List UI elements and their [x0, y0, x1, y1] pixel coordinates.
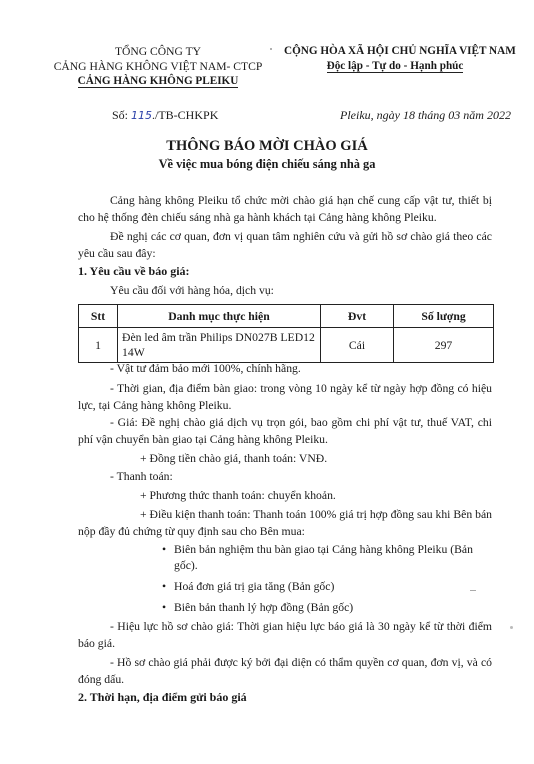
- col-header-quantity: Số lượng: [394, 305, 494, 328]
- req-time-place: - Thời gian, địa điểm bàn giao: trong vòng 10 ngày kể từ ngày hợp đồng có hiệu lực, tại Cảng hàng không Pleiku.: [78, 382, 492, 412]
- org-line-2: CẢNG HÀNG KHÔNG VIỆT NAM- CTCP: [53, 60, 263, 73]
- cell-quantity: 297: [394, 328, 494, 363]
- req-price: - Giá: Đề nghị chào giá dịch vụ trọn gói, bao gồm chi phí vật tư, thuế VAT, chi phí vận chuyển bàn giao tại Cảng hàng không Pleiku.: [78, 416, 492, 446]
- cell-item: Đèn led âm trần Philips DN027B LED12 14W: [118, 328, 321, 363]
- cell-stt: 1: [79, 328, 118, 363]
- col-header-unit: Đvt: [321, 305, 394, 328]
- list-item: • Biên bản thanh lý hợp đồng (Bản gốc): [162, 601, 354, 614]
- intro-paragraph-1: Cảng hàng không Pleiku tổ chức mời chào giá hạn chế cung cấp vật tư, thiết bị cho hệ thống đèn chiếu sáng nhà ga hành khách tại Cảng hàng không Pleiku.: [78, 194, 492, 224]
- section-2-heading: 2. Thời hạn, địa điểm gửi báo giá: [78, 690, 247, 704]
- nation-line-2: Độc lập - Tự do - Hạnh phúc: [326, 60, 464, 72]
- document-date: Pleiku, ngày 18 tháng 03 năm 2022: [340, 108, 511, 122]
- nation-block: [284, 44, 516, 74]
- intro-paragraph-2: Đề nghị các cơ quan, đơn vị quan tâm nghiên cứu và gửi hồ sơ chào giá theo các yêu cầu sau đây:: [78, 230, 492, 260]
- req-currency: + Đồng tiền chào giá, thanh toán: VNĐ.: [140, 452, 328, 465]
- cell-unit: Cái: [321, 328, 394, 363]
- document-number: Số: 115./TB-CHKPK: [112, 108, 219, 122]
- list-item: • Biên bản nghiệm thu bàn giao tại Cảng hàng không Pleiku (Bản gốc).: [162, 543, 473, 572]
- issuer-block: [48, 44, 268, 89]
- req-new: - Vật tư đảm bảo mới 100%, chính hãng.: [110, 362, 301, 375]
- list-item: • Hoá đơn giá trị gia tăng (Bản gốc): [162, 580, 335, 593]
- org-line-3: CẢNG HÀNG KHÔNG PLEIKU: [77, 75, 239, 87]
- table-row: [79, 328, 494, 363]
- scan-speck: [470, 590, 476, 591]
- goods-table: [78, 304, 494, 363]
- scan-speck: [510, 626, 513, 629]
- pay-condition: + Điều kiện thanh toán: Thanh toán 100% giá trị hợp đồng sau khi Bên bán nộp đầy đủ chứng từ quy định sau cho Bên mua:: [78, 508, 492, 538]
- req-validity: - Hiệu lực hồ sơ chào giá: Thời gian hiệu lực báo giá là 30 ngày kể từ thời điểm báo giá.: [78, 620, 492, 650]
- page-subtitle: Về việc mua bóng điện chiếu sáng nhà ga: [158, 157, 376, 171]
- handwritten-number: 115: [131, 109, 153, 122]
- pay-method: + Phương thức thanh toán: chuyển khoản.: [140, 489, 336, 502]
- section-1-heading: 1. Yêu cầu về báo giá:: [78, 264, 190, 278]
- col-header-stt: Stt: [79, 305, 118, 328]
- scan-speck: [270, 48, 272, 50]
- col-header-item: Danh mục thực hiện: [118, 305, 321, 328]
- req-payment: - Thanh toán:: [110, 470, 173, 483]
- org-line-1: TỔNG CÔNG TY: [114, 45, 202, 58]
- nation-line-1: CỘNG HÒA XÃ HỘI CHỦ NGHĨA VIỆT NAM: [284, 45, 516, 57]
- table-header-row: [79, 305, 494, 328]
- section-1-lead: Yêu cầu đối với hàng hóa, dịch vụ:: [110, 284, 274, 297]
- page-title: THÔNG BÁO MỜI CHÀO GIÁ: [166, 138, 368, 154]
- req-signature: - Hồ sơ chào giá phải được ký bởi đại diện có thẩm quyền cơ quan, đơn vị, và có đóng dấu.: [78, 656, 492, 686]
- required-docs-list: [162, 542, 494, 621]
